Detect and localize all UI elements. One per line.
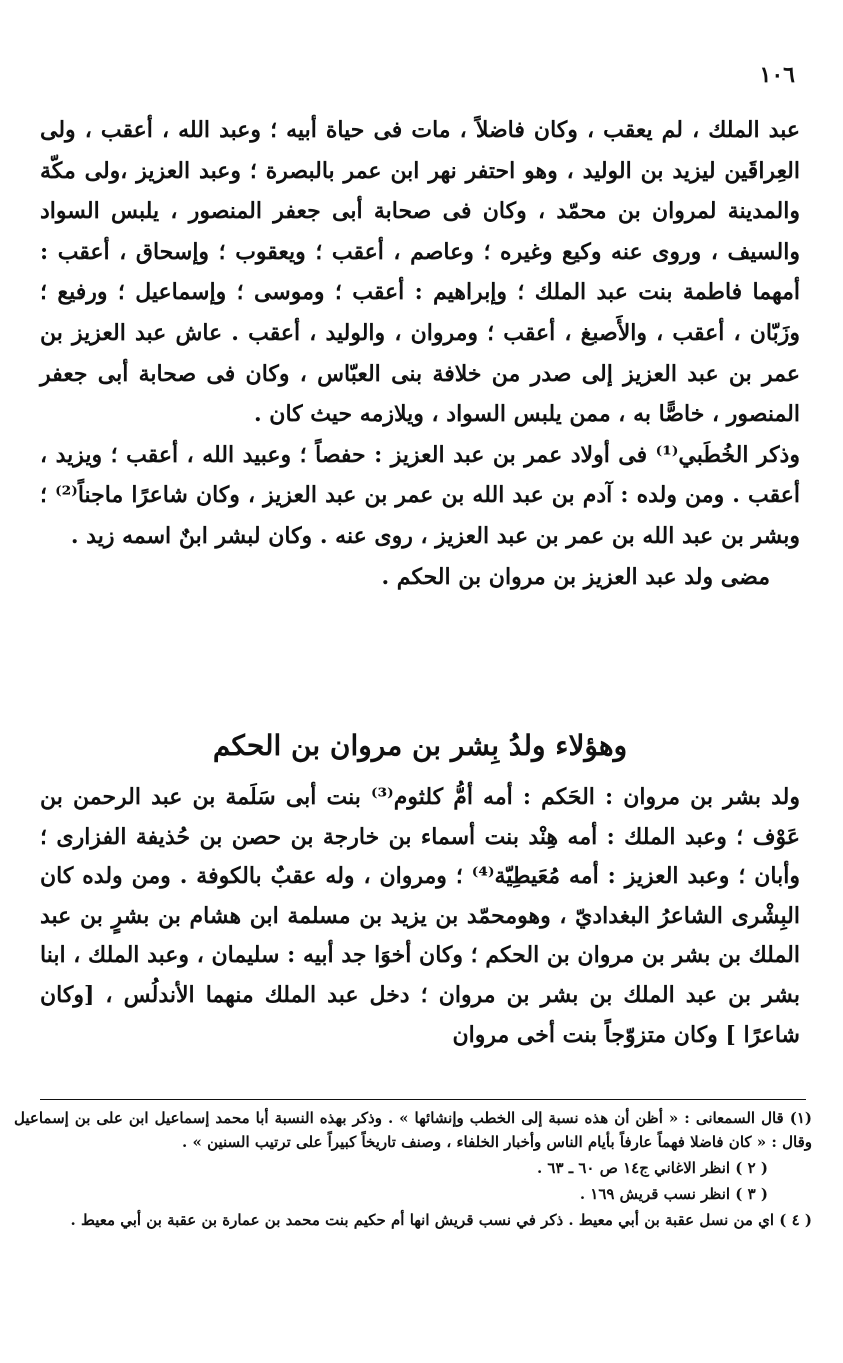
footnote-2: ( ٢ ) انظر الاغاني ج١٤ ص ٦٠ ـ ٦٣ . (536, 1159, 768, 1177)
section1-closing-line: مضى ولد عبد العزيز بن مروان بن الحكم . (381, 563, 770, 590)
footnotes (14, 1106, 812, 1234)
section2-body (40, 778, 800, 1055)
section2-paragraph: ولد بشر بن مروان : الحَكم : أمه أمُّ كلثوم⁽³⁾ بنت أبى سَلَمة بن عبد الرحمن بن عَوْف ؛ وعبد الملك : أمه هِنْد بنت أسماء بن خارجة بن حصن بن حُذيفة الفزارى ؛ وأبان ؛ وعبد العزيز : أمه مُعَيطِيّة⁽⁴⁾ ؛ ومروان ، وله عقبٌ بالكوفة . ومن ولده كان البِشْرى الشاعرُ البغداديّ ، وهومحمّد بن يزيد بن مسلمة ابن هشام بن بشرٍ بن عبد الملك بن بشر بن مروان بن الحكم ؛ وكان أخوَا جد أبيه : سليمان ، وعبد الملك ، ابنا بشر بن عبد الملك بن بشر بن مروان ؛ دخل عبد الملك منهما الأندلُس ، [وكان شاعرًا ] وكان متزوّجاً بنت أخى مروان (40, 784, 800, 1048)
footnote-1: (١) قال السمعانى : « أظن أن هذه نسبة إلى الخطب وإنشائها » . وذكر بهذه النسبة أبا محمد إسماعيل ابن على بن إسماعيل وقال : « كان فاضلا فهماً عارفاً بأيام الناس وأخبار الخلفاء ، وصنف تاريخاً كبيراً على ترتيب السنين » . (14, 1109, 812, 1151)
section1-paragraph-1: عبد الملك ، لم يعقب ، وكان فاضلاً ، مات فى حياة أبيه ؛ وعبد الله ، أعقب ، ولى العِراقَين ليزيد بن الوليد ، وهو احتفر نهر ابن عمر بالبصرة ؛ وعبد العزيز ،ولى مكّة والمدينة لمروان بن محمّد ، وكان فى صحابة أبى جعفر المنصور ، يلبس السواد والسيف ، وروى عنه وكيع وغيره ؛ وعاصم ، أعقب ؛ ويعقوب ؛ وإسحاق ، أعقب : أمهما فاطمة بنت عبد الملك ؛ وإبراهيم : أعقب ؛ وموسى ؛ وإسماعيل ؛ ورفيع ؛ وزَبّان ، أعقب ، والأَصبغ ، أعقب ؛ ومروان ، والوليد ، أعقب . عاش عبد العزيز بن عمر بن عبد العزيز إلى صدر من خلافة بنى العبّاس ، وكان فى صحابة أبى جعفر المنصور ، خاصًّا به ، ممن يلبس السواد ، ويلازمه حيث كان . (40, 117, 800, 428)
footnote-divider (40, 1099, 806, 1100)
footnote-3: ( ٣ ) انظر نسب قريش ١٦٩ . (579, 1185, 768, 1203)
footnote-4: ( ٤ ) اي من نسل عقبة بن أبي معيط . ذكر في نسب قريش انها أم حكيم بنت محمد بن عمارة بن عقبة بن أبي معيط . (70, 1211, 812, 1229)
section2-heading: وهؤلاء ولدُ بِشر بن مروان بن الحكم (212, 729, 628, 762)
section1-body (40, 110, 800, 597)
page-number: ١٠٦ (759, 62, 795, 88)
section1-paragraph-2: وذكر الخُطَبي⁽¹⁾ فى أولاد عمر بن عبد العزيز : حفصاً ؛ وعبيد الله ، أعقب ؛ ويزيد ، أعقب . ومن ولده : آدم بن عبد الله بن عمر بن عبد العزيز ، وكان شاعرًا ماجناً⁽²⁾ ؛ وبشر بن عبد الله بن عمر بن عبد العزيز ، روى عنه . وكان لبشر ابنٌ اسمه زيد . (40, 441, 800, 549)
